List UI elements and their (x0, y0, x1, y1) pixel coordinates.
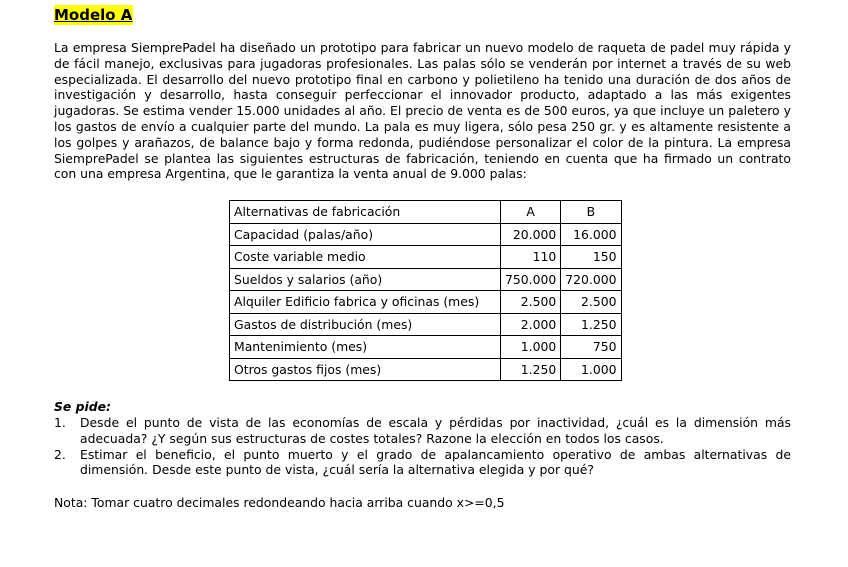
row-b-cell: 750 (561, 336, 621, 359)
questions-list (54, 415, 791, 478)
table-row (230, 336, 622, 359)
row-a-cell: 2.000 (501, 313, 561, 336)
header-a-cell: A (501, 201, 561, 224)
list-item (54, 447, 791, 479)
header-label-cell: Alternativas de fabricación (230, 201, 501, 224)
row-a-cell: 750.000 (501, 268, 561, 291)
row-a-cell: 2.500 (501, 291, 561, 314)
row-label-cell: Capacidad (palas/año) (230, 223, 501, 246)
row-label-cell: Gastos de distribución (mes) (230, 313, 501, 336)
row-label-cell: Alquiler Edificio fabrica y oficinas (mes) (230, 291, 501, 314)
row-b-cell: 16.000 (561, 223, 621, 246)
note-text: Nota: Tomar cuatro decimales redondeando hacia arriba cuando x>=0,5 (54, 495, 505, 510)
row-a-cell: 20.000 (501, 223, 561, 246)
row-b-cell: 2.500 (561, 291, 621, 314)
row-label-cell: Otros gastos fijos (mes) (230, 358, 501, 381)
table-row (230, 358, 622, 381)
question-text: Estimar el beneficio, el punto muerto y el grado de apalancamiento operativo de ambas alternativas de dimensión. Desde este punto de vista, ¿cuál sería la alternativa elegida y por qué? (80, 446, 791, 478)
alternatives-table (229, 200, 622, 381)
intro-paragraph: La empresa SiemprePadel ha diseñado un prototipo para fabricar un nuevo modelo de raqueta de padel muy rápida y de fácil manejo, exclusivas para jugadoras profesionales. Las palas sólo se venderán por internet a través de su web especializada. El desarrollo del nuevo prototipo final en carbono y polietileno ha tenido una duración de dos años de investigación y desarrollo, hasta conseguir perfeccionar el innovador producto, adaptado a las más exigentes jugadoras. Se estima vender 15.000 unidades al año. El precio de venta es de 500 euros, ya que incluye un paletero y los gastos de envío a cualquier parte del mundo. La pala es muy ligera, sólo pesa 250 gr. y es altamente resistente a los golpes y arañazos, de balance bajo y forma redonda, pudiéndose personalizar el color de la pintura. La empresa SiemprePadel se plantea las siguientes estructuras de fabricación, teniendo en cuenta que ha firmado un contrato con una empresa Argentina, que le garantiza la venta anual de 9.000 palas: (54, 40, 791, 182)
table-header-row (230, 201, 622, 224)
row-b-cell: 720.000 (561, 268, 621, 291)
question-number: 2. (54, 446, 66, 462)
title-block (54, 5, 133, 25)
row-a-cell: 110 (501, 246, 561, 269)
header-b-cell: B (561, 201, 621, 224)
question-number: 1. (54, 415, 66, 430)
question-text: Desde el punto de vista de las economías de escala y pérdidas por inactividad, ¿cuál es la dimensión más adecuada? ¿Y según sus estructuras de costes totales? Razone la elección en todos los casos. (80, 415, 791, 446)
row-b-cell: 1.250 (561, 313, 621, 336)
table-row (230, 291, 622, 314)
table-row (230, 246, 622, 269)
table-row (230, 268, 622, 291)
row-label-cell: Sueldos y salarios (año) (230, 268, 501, 291)
page-title: Modelo A (54, 6, 133, 24)
row-b-cell: 1.000 (561, 358, 621, 381)
row-b-cell: 150 (561, 246, 621, 269)
se-pide-heading (54, 399, 111, 415)
list-item (54, 415, 791, 447)
row-label-cell: Mantenimiento (mes) (230, 336, 501, 359)
se-pide-label: Se pide (54, 399, 107, 414)
table-row (230, 313, 622, 336)
se-pide-colon: : (106, 399, 111, 414)
table-row (230, 223, 622, 246)
row-a-cell: 1.250 (501, 358, 561, 381)
row-a-cell: 1.000 (501, 336, 561, 359)
row-label-cell: Coste variable medio (230, 246, 501, 269)
